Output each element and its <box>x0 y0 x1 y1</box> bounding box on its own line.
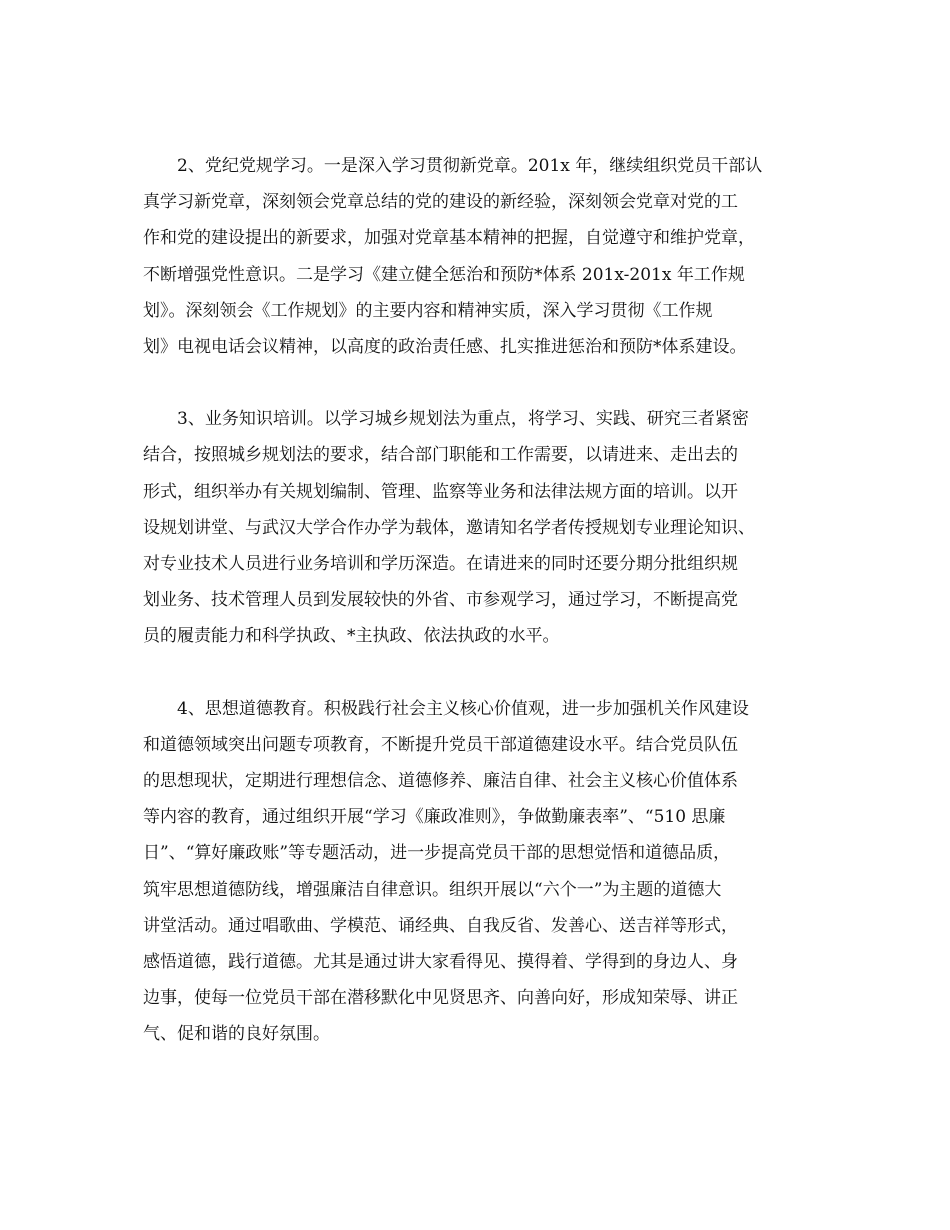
document-body <box>143 148 813 1053</box>
text-line: 4、思想道德教育。积极践行社会主义核心价值观，进一步加强机关作风建设 <box>143 698 749 719</box>
paragraph-business-training <box>143 401 813 654</box>
text-line: 的思想现状，定期进行理想信念、道德修养、廉洁自律、社会主义核心价值体系 <box>143 771 738 792</box>
text-line: 设规划讲堂、与武汉大学合作办学为载体，邀请知名学者传授规划专业理论知识、 <box>143 517 755 538</box>
text-line: 形式，组织举办有关规划编制、管理、监察等业务和法律法规方面的培训。以开 <box>143 481 738 502</box>
text-line: 等内容的教育，通过组织开展“学习《廉政准则》，争做勤廉表率”、“510 思廉 <box>143 807 726 828</box>
text-line: 感悟道德，践行道德。尤其是通过讲大家看得见、摸得着、学得到的身边人、身 <box>143 952 738 973</box>
paragraph-spacer <box>143 655 813 691</box>
text-line: 气、促和谐的良好氛围。 <box>143 1024 330 1045</box>
text-line: 真学习新党章，深刻领会党章总结的党的建设的新经验，深刻领会党章对党的工 <box>143 192 738 213</box>
text-line: 2、党纪党规学习。一是深入学习贯彻新党章。201x 年，继续组织党员干部认 <box>143 156 763 176</box>
text-line: 日”、“算好廉政账”等专题活动，进一步提高党员干部的思想觉悟和道德品质， <box>143 843 731 864</box>
paragraph-party-discipline-study <box>143 148 813 365</box>
text-line: 划》。深刻领会《工作规划》的主要内容和精神实质，深入学习贯彻《工作规 <box>143 300 713 321</box>
paragraph-spacer <box>143 365 813 401</box>
paragraph-moral-education <box>143 691 813 1053</box>
text-line: 讲堂活动。通过唱歌曲、学模范、诵经典、自我反省、发善心、送吉祥等形式， <box>143 915 738 936</box>
text-line: 筑牢思想道德防线，增强廉洁自律意识。组织开展以“六个一”为主题的道德大 <box>143 879 722 900</box>
text-line: 员的履责能力和科学执政、*主执政、依法执政的水平。 <box>143 626 560 647</box>
text-line: 对专业技术人员进行业务培训和学历深造。在请进来的同时还要分期分批组织规 <box>143 554 738 575</box>
text-line: 和道德领域突出问题专项教育，不断提升党员干部道德建设水平。结合党员队伍 <box>143 734 738 755</box>
text-line: 划》电视电话会议精神，以高度的政治责任感、扎实推进惩治和预防*体系建设。 <box>143 337 747 358</box>
text-line: 不断增强党性意识。二是学习《建立健全惩治和预防*体系 201x-201x 年工作规 <box>143 264 745 285</box>
text-line: 作和党的建设提出的新要求，加强对党章基本精神的把握，自觉遵守和维护党章， <box>143 228 755 249</box>
text-line: 划业务、技术管理人员到发展较快的外省、市参观学习，通过学习，不断提高党 <box>143 590 738 611</box>
text-line: 边事，使每一位党员干部在潜移默化中见贤思齐、向善向好，形成知荣辱、讲正 <box>143 988 738 1009</box>
text-line: 3、业务知识培训。以学习城乡规划法为重点，将学习、实践、研究三者紧密 <box>143 409 749 430</box>
text-line: 结合，按照城乡规划法的要求，结合部门职能和工作需要，以请进来、走出去的 <box>143 445 738 466</box>
